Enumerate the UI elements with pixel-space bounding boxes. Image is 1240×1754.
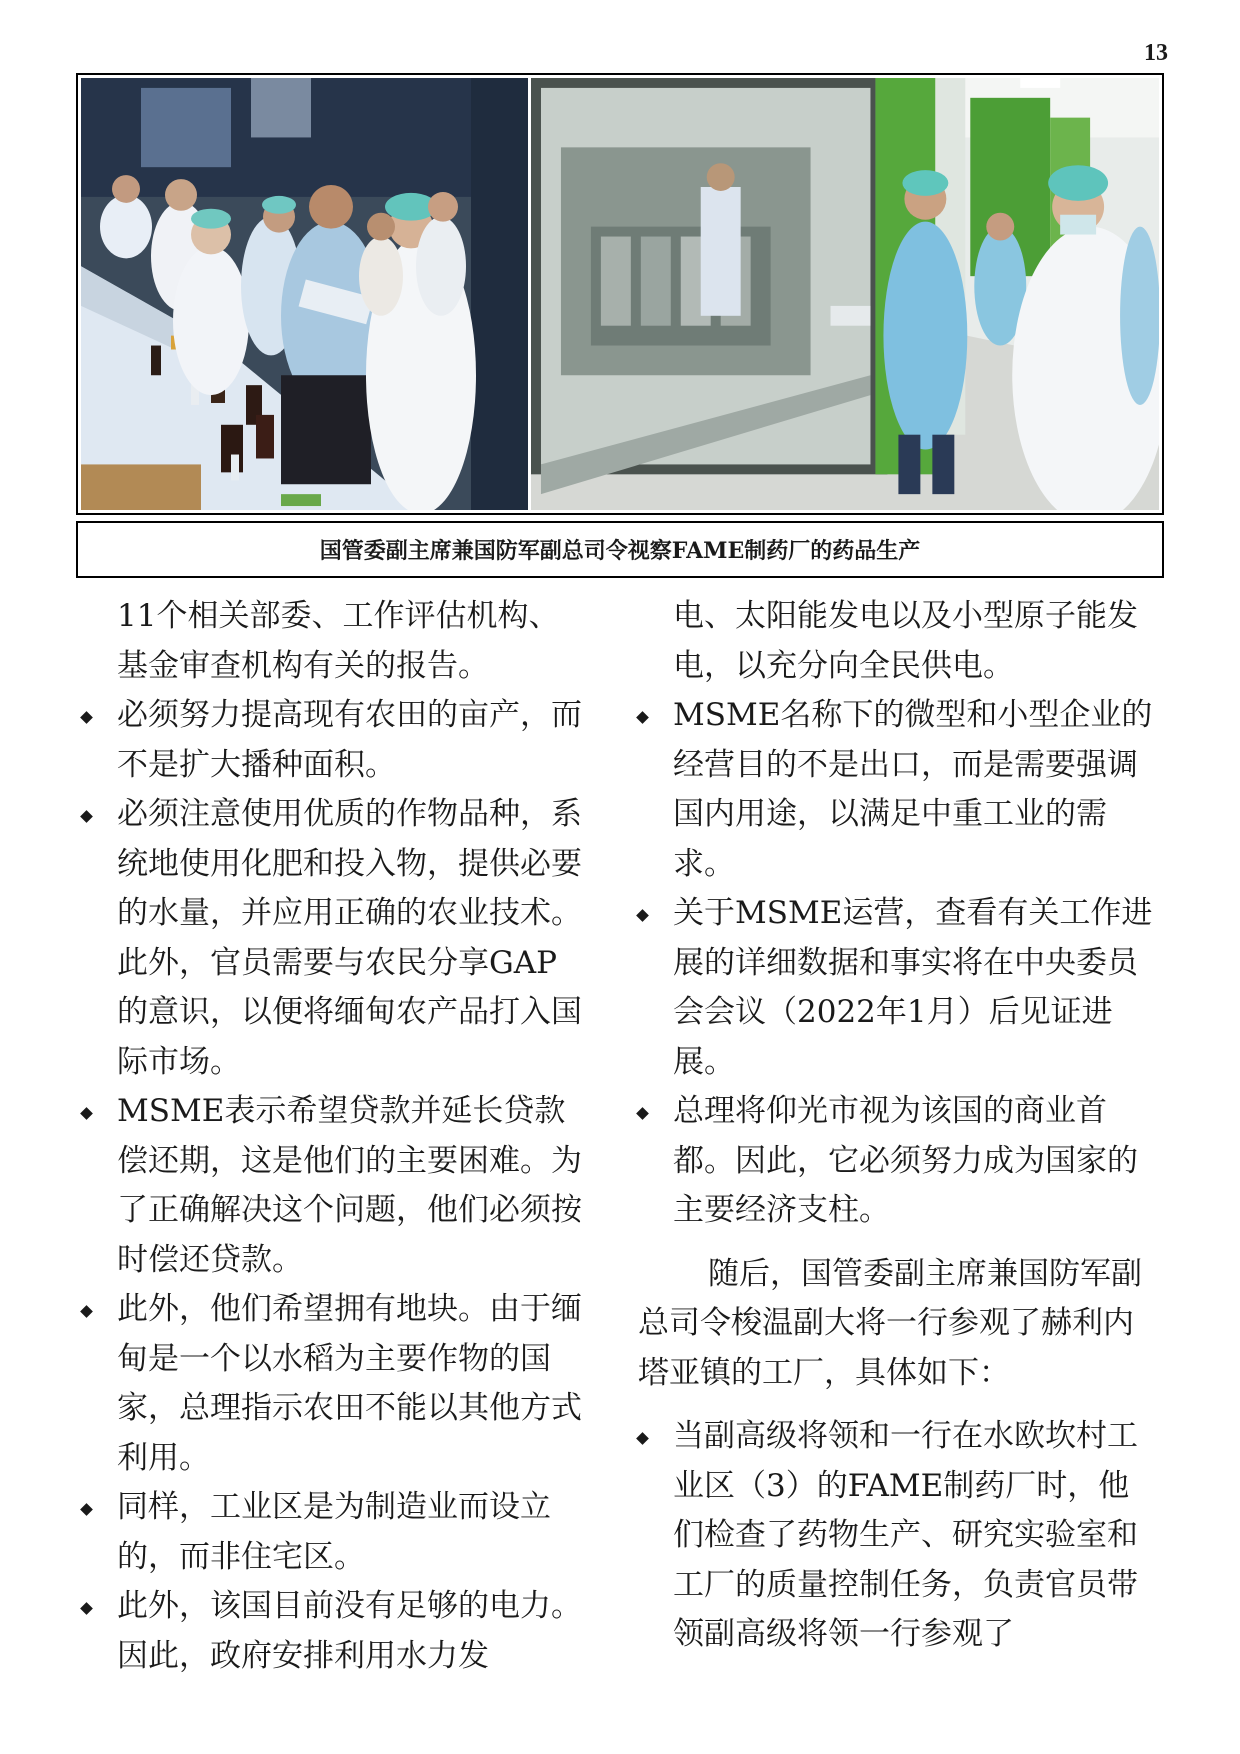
bullet-text: MSME名称下的微型和小型企业的经营目的不是出口，而是需要强调国内用途，以满足中重工业的需求。 [673, 697, 1153, 882]
photo-frame [76, 73, 1164, 515]
bullet-text: 必须努力提高现有农田的亩产，而不是扩大播种面积。 [117, 697, 582, 783]
bullet-item [82, 691, 582, 790]
bullet-text: 必须注意使用优质的作物品种，系统地使用化肥和投入物，提供必要的水量，并应用正确的农业技术。此外，官员需要与农民分享GAP的意识，以便将缅甸农产品打入国际市场。 [117, 796, 582, 1080]
photo-right-image [531, 78, 1159, 510]
bullet-item [82, 1582, 582, 1681]
right-column [638, 592, 1158, 1660]
diamond-bullet-icon [80, 1503, 93, 1516]
bullet-item [638, 889, 1158, 1087]
photo-left [81, 78, 528, 510]
bullet-text: 关于MSME运营，查看有关工作进展的详细数据和事实将在中央委员会会议（2022年1月）后见证进展。 [673, 895, 1153, 1080]
diamond-bullet-icon [80, 1602, 93, 1615]
bullet-text: 同样，工业区是为制造业而设立的，而非住宅区。 [117, 1489, 551, 1575]
diamond-bullet-icon [80, 1107, 93, 1120]
left-lead-text: 11个相关部委、工作评估机构、基金审查机构有关的报告。 [117, 598, 560, 684]
diamond-bullet-icon [636, 1432, 649, 1445]
page-number: 13 [1144, 40, 1168, 66]
diamond-bullet-icon [636, 711, 649, 724]
diamond-bullet-icon [80, 711, 93, 724]
photo-right [531, 78, 1159, 510]
bullet-text: 总理将仰光市视为该国的商业首都。因此，它必须努力成为国家的主要经济支柱。 [673, 1093, 1138, 1228]
diamond-bullet-icon [636, 1107, 649, 1120]
bullet-text: 当副高级将领和一行在水欧坎村工业区（3）的FAME制药厂时，他们检查了药物生产、研究实验室和工厂的质量控制任务，负责官员带领副高级将领一行参观了 [673, 1418, 1138, 1652]
photo-caption: 国管委副主席兼国防军副总司令视察FAME制药厂的药品生产 [76, 521, 1164, 578]
bullet-item [638, 1087, 1158, 1236]
body-paragraph: 随后，国管委副主席兼国防军副总司令梭温副大将一行参观了赫利内塔亚镇的工厂，具体如下： [638, 1255, 1142, 1391]
bullet-text: MSME表示希望贷款并延长贷款偿还期，这是他们的主要困难。为了正确解决这个问题，他们必须按时偿还贷款。 [117, 1093, 582, 1278]
diamond-bullet-icon [80, 1305, 93, 1318]
diamond-bullet-icon [636, 909, 649, 922]
bullet-item [638, 1412, 1158, 1660]
bullet-item [82, 1087, 582, 1285]
bullet-item [82, 1483, 582, 1582]
bullet-text: 此外，他们希望拥有地块。由于缅甸是一个以水稻为主要作物的国家，总理指示农田不能以其他方式利用。 [117, 1291, 582, 1476]
right-lead-text: 电、太阳能发电以及小型原子能发电，以充分向全民供电。 [673, 598, 1138, 684]
bullet-item [82, 790, 582, 1087]
bullet-text: 此外，该国目前没有足够的电力。因此，政府安排利用水力发 [117, 1588, 582, 1674]
left-column [82, 592, 582, 1681]
bullet-item [638, 691, 1158, 889]
photo-left-image [81, 78, 528, 510]
diamond-bullet-icon [80, 810, 93, 823]
bullet-item [82, 1285, 582, 1483]
